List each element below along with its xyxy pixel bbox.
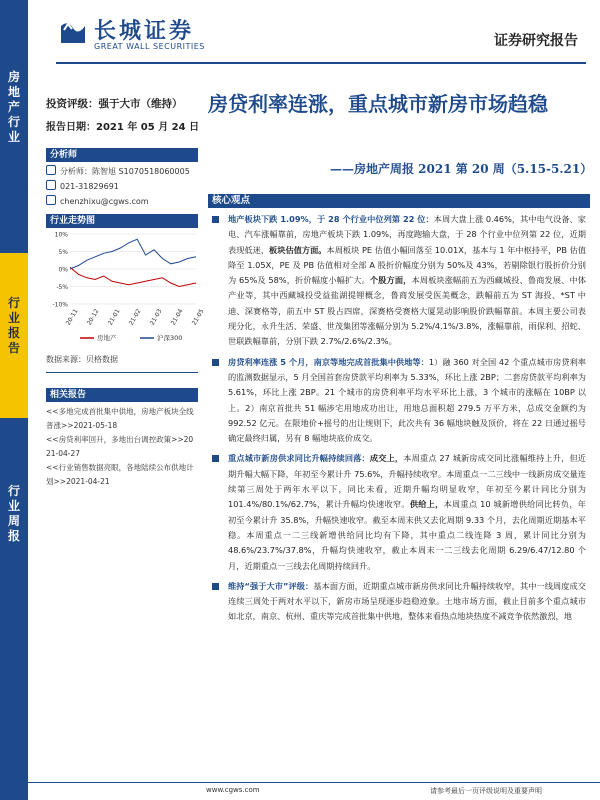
paragraph-text: 本周大盘上涨 0.46%，其中电气设备、家电、汽车涨幅靠前，房地产板块下跌 1.09%，再度跑输大盘，于 28 个行业中位列第 22 位，近期表现低迷，: [228, 214, 586, 255]
legend-label: 沪深300: [157, 334, 183, 342]
divider: [46, 372, 198, 373]
investment-rating: 投资评级：强于大市（维持）: [46, 98, 183, 110]
x-tick-label: 21-02: [127, 307, 143, 327]
series-line-沪深300: [70, 239, 196, 269]
bullet-icon: [212, 455, 219, 462]
great-wall-logo-icon: [58, 16, 88, 46]
paragraph-text: 1）融 360 对全国 42 个重点城市房贷利率的监测数据显示，5 月全国首套房贷款平均利率为 5.33%，环比上涨 2BP；二套房贷款平均利率为 5.61%，环比上涨 2BP。21 个城市的房贷利率平均水平环比上涨，3 个城市的涨幅在 10BP 以上。2）南京首批共 51 幅涉宅用地成功出让，用地总面积超 279.5 万平方米，总成交金额约为 992.52 亿元。在限地价+摇号的出让规则下，此次共有 36 幅地块触及顶价，将在 22 日通过摇号确定最终归属，另有 8 幅地块底价成交。: [228, 356, 586, 444]
trend-section-header: 行业走势图: [46, 214, 198, 228]
y-tick-label: 5%: [58, 249, 68, 256]
paragraph-lead: 地产板块下跌 1.09%，于 28 个行业中位列第 22 位：: [228, 214, 434, 224]
paragraph-text: 基本面方面，近期重点城市新房供求同比升幅持续收窄，其中一线周度成交连续三周处于两对水平以下，新房市场呈现逐步趋稳迹象。土地市场方面，截止目前多个重点城市如北京，南京、杭州、重庆等完成首批集中供地，整体来看热点地块热度不减竞争依然激烈，地: [228, 580, 586, 622]
x-tick-label: 21-01: [106, 307, 122, 327]
paragraph-mortgage-rates: [208, 355, 586, 447]
y-tick-label: 0%: [58, 266, 68, 274]
chart-source: 数据来源：贝格数据: [46, 355, 118, 364]
x-tick-label: 21-05: [190, 307, 206, 327]
y-tick-label: -10%: [52, 301, 68, 309]
report-type: 证券研究报告: [494, 33, 578, 49]
analyst-phone: 021-31829691: [60, 182, 119, 191]
footer-divider: [28, 782, 600, 783]
email-icon: [46, 195, 56, 205]
paragraph-lead: 房贷利率连涨 5 个月，南京等地完成首批集中供地等：: [228, 356, 429, 367]
analyst-name: 分析师：陈智旭 S1070518060005: [60, 167, 190, 176]
paragraph-emphasis: 成交上，: [369, 453, 404, 464]
report-subtitle: ——房地产周报 2021 第 20 周（5.15-5.21）: [330, 162, 593, 176]
phone-icon: [46, 180, 56, 190]
x-tick-label: 20-12: [85, 307, 101, 327]
paragraph-sector-performance: [208, 212, 586, 350]
x-tick-label: 21-04: [169, 307, 185, 327]
y-tick-label: 10%: [54, 231, 68, 239]
sidebar-top-label: 房地产行业: [7, 70, 20, 144]
paragraph-emphasis: 个股方面，: [369, 275, 412, 286]
analyst-section-header: 分析师: [46, 148, 198, 162]
x-tick-label: 21-03: [148, 307, 164, 327]
paragraph-supply-demand: [208, 451, 586, 573]
related-section-header: 相关报告: [46, 388, 198, 402]
industry-trend-chart: [44, 228, 206, 350]
paragraph-text: 本周板块 PE 估值小幅回落至 10.01X，基本与 1 年中枢持平，PB 估值降至 1.05X，PE 及 PB 估值相对全部 A 股折价幅度分别为 50%及 43%，若剔除银行股折价分别为 65%及 58%，折价幅度小幅扩大。: [228, 244, 586, 286]
key-points-body: [208, 212, 586, 630]
paragraph-text: 本周板块涨幅前五为西藏城投、鲁商发展、中体产业等，其中西藏城投受益盐湖提锂概念，鲁商发展受医美概念，跌幅前五为 ST 海投、*ST 中迪、深赛格等，前五中 ST 股占四席，深赛格受赛格大厦晃动影响股价跌幅靠前。本周主要公司表现分化，永升生活、荣盛、世茂集团等涨幅分别为 5.2%/4.1%/3.8%，涨幅靠前，雨保利、招蛇、世联跌幅靠前，分别下跌 2.7%/2.6%/2.3%。: [228, 275, 586, 347]
paragraph-emphasis: 板块估值方面。: [269, 244, 327, 255]
analyst-email[interactable]: chenzhixu@cgws.com: [60, 197, 149, 206]
x-tick-label: 20-11: [64, 307, 80, 327]
sidebar-middle-label: 行业报告: [7, 296, 20, 355]
paragraph-emphasis: 供给上，: [409, 499, 444, 510]
paragraph-lead: 维持“强于大市”评级：: [228, 580, 314, 591]
person-icon: [46, 165, 56, 175]
report-date: 报告日期：2021 年 05 月 24 日: [46, 122, 200, 133]
analyst-info: [46, 164, 190, 209]
bullet-icon: [212, 359, 219, 366]
related-reports: [46, 405, 196, 489]
header-divider: [56, 62, 586, 64]
report-title: 房贷利率连涨，重点城市新房市场趋稳: [208, 92, 548, 116]
footer-website[interactable]: www.cgws.com: [206, 786, 260, 794]
sidebar-bottom-label: 行业周报: [7, 484, 20, 543]
legend-label: 房地产: [97, 334, 117, 342]
bullet-icon: [212, 216, 219, 223]
series-line-房地产: [70, 267, 196, 286]
brand-name-en: GREAT WALL SECURITIES: [94, 42, 205, 51]
related-report-link[interactable]: <<房贷利率回升，多地出台调控政策>>2021-04-27: [46, 435, 194, 458]
paragraph-rating: [208, 579, 586, 625]
related-report-link[interactable]: <<多地完成首批集中供地，房地产板块全线普涨>>2021-05-18: [46, 407, 194, 430]
paragraph-text: 本周重点 27 城新房成交同比涨幅维持上升，但近期升幅大幅下降，年初至今累计升 75.6%，升幅持续收窄。本周重点一二三线中一线新房成交量连续第三周处于两年水平以下，同比未看，近期升幅均明显收窄，年初至今累计同比分别为 101.4%/80.1%/62.7%，累计升幅均快速收窄。: [228, 453, 586, 510]
brand-name: 长城证券: [94, 18, 195, 44]
paragraph-lead: 重点城市新房供求同比升幅持续回落：: [228, 453, 370, 464]
related-report-link[interactable]: <<行业销售数据亮眼，各地陆续公布供地计划>>2021-04-21: [46, 463, 194, 486]
y-tick-label: -5%: [56, 284, 68, 291]
key-points-header: 核心观点: [208, 194, 590, 208]
bullet-icon: [212, 583, 219, 590]
footer-disclaimer: 请参考最后一页评级说明及重要声明: [430, 787, 542, 795]
paragraph-text: 本周重点 10 城新增供给同比转负，年初至今累计升 35.8%，升幅快速收窄。截至本周末供又去化周期 9.33 个月，去化周期近期基本平稳。本周重点一二三线新增供给同比均有下降，其中重点二线连降 3 周，累计同比分别为 48.6%/23.7%/37.8%，升幅均快速收窄，截止本周末一二三线去化周期 6.29/6.47/12.80 个月，近期重点一三线去化周期持续回升。: [228, 499, 586, 571]
